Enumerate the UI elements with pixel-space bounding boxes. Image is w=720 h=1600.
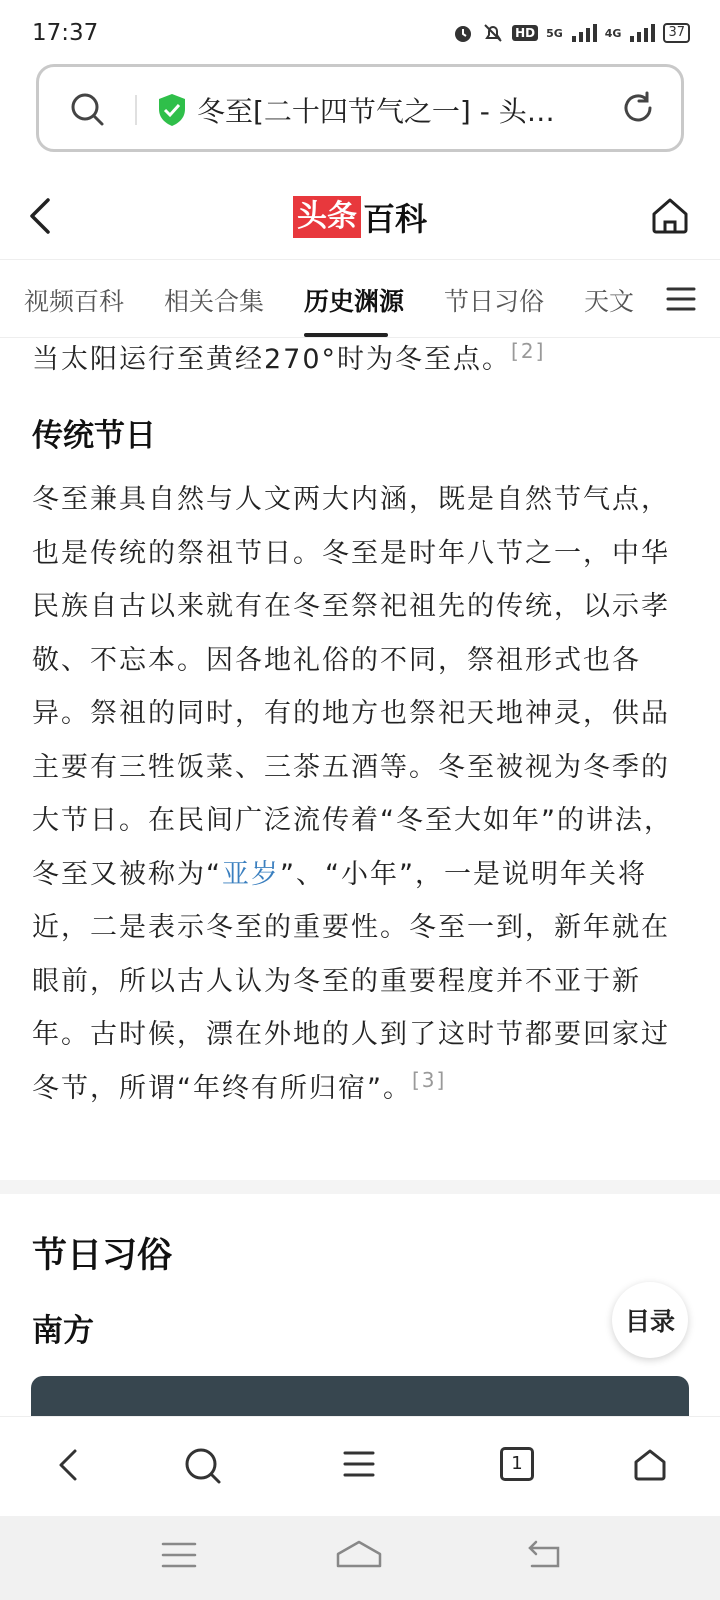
- article-image: [31, 1376, 689, 1416]
- shield-check-icon: [157, 93, 187, 127]
- battery-icon: 37: [663, 23, 690, 43]
- section-title-customs: 节日习俗: [32, 1236, 173, 1276]
- network-4g-label: 4G: [604, 26, 622, 40]
- browser-search-icon[interactable]: [184, 1447, 222, 1485]
- status-bar: [0, 0, 720, 62]
- browser-menu-icon[interactable]: [342, 1447, 376, 1481]
- logo: [293, 194, 427, 240]
- status-time: 17:37: [32, 20, 99, 46]
- top-bar: [0, 172, 720, 260]
- tab-bar: [0, 260, 720, 338]
- hd-badge: HD: [512, 25, 538, 41]
- signal-icon-2: [629, 24, 655, 42]
- toc-button[interactable]: 目录: [612, 1282, 688, 1358]
- link-yasui[interactable]: 亚岁: [222, 858, 280, 890]
- mute-bell-icon: [482, 22, 504, 44]
- address-bar[interactable]: [36, 64, 684, 152]
- back-arrow-icon[interactable]: [24, 196, 56, 236]
- tab-collection[interactable]: 相关合集: [164, 287, 265, 316]
- browser-back-icon[interactable]: [54, 1447, 84, 1483]
- active-tab-indicator: [304, 333, 388, 337]
- nav-home-icon[interactable]: [334, 1538, 384, 1572]
- nav-recents-icon[interactable]: [160, 1538, 198, 1572]
- network-5g-label: 5G: [546, 26, 563, 40]
- tabs-count-button[interactable]: 1: [500, 1447, 534, 1481]
- section-divider: [0, 1180, 720, 1194]
- signal-icon: [571, 24, 597, 42]
- nav-back-icon[interactable]: [526, 1538, 566, 1572]
- subsection-south: 南方: [32, 1313, 94, 1349]
- system-nav-bar: [0, 1516, 720, 1600]
- tab-history[interactable]: 历史渊源: [304, 287, 405, 316]
- tab-video[interactable]: 视频百科: [24, 287, 125, 316]
- reload-icon[interactable]: [619, 89, 657, 127]
- status-icons: [452, 22, 690, 44]
- tab-customs[interactable]: 节日习俗: [444, 287, 545, 316]
- ref-2[interactable]: [2]: [511, 339, 546, 363]
- page-url-title[interactable]: 冬至[二十四节气之一] - 头…: [197, 95, 555, 128]
- divider: [135, 95, 137, 125]
- article-content: [0, 338, 720, 1115]
- section-title-traditional: 传统节日: [32, 418, 156, 454]
- logo-red: 头条: [293, 196, 361, 238]
- search-icon[interactable]: [69, 91, 105, 127]
- browser-home-icon[interactable]: [632, 1447, 668, 1483]
- intro-line: 当太阳运行至黄经270°时为冬至点。[2]: [32, 339, 546, 375]
- menu-icon[interactable]: [666, 284, 696, 314]
- ref-3[interactable]: [3]: [411, 1067, 447, 1092]
- home-icon[interactable]: [650, 196, 690, 236]
- browser-bottom-bar: [0, 1416, 720, 1516]
- alarm-icon: [452, 22, 474, 44]
- paragraph: 冬至兼具自然与人文两大内涵，既是自然节气点，也是传统的祭祖节日。冬至是时年八节之一，中华民族自古以来就有在冬至祭祀祖先的传统，以示孝敬、不忘本。因各地礼俗的不同，祭祖形式也各异。祭祖的同时，有的地方也祭祀天地神灵，供品主要有三牲饭菜、三茶五酒等。冬至被视为冬季的大节日。在民间广泛流传着“冬至大如年”的讲法，冬至又被称为“亚岁”、“小年”，一是说明年关将近，二是表示冬至的重要性。冬至一到，新年就在眼前，所以古人认为冬至的重要程度并不亚于新年。古时候，漂在外地的人到了这时节都要回家过冬节，所谓“年终有所归宿”。[3]: [32, 484, 673, 1104]
- tab-astronomy[interactable]: 天文: [584, 287, 635, 316]
- logo-black: 百科: [363, 200, 428, 238]
